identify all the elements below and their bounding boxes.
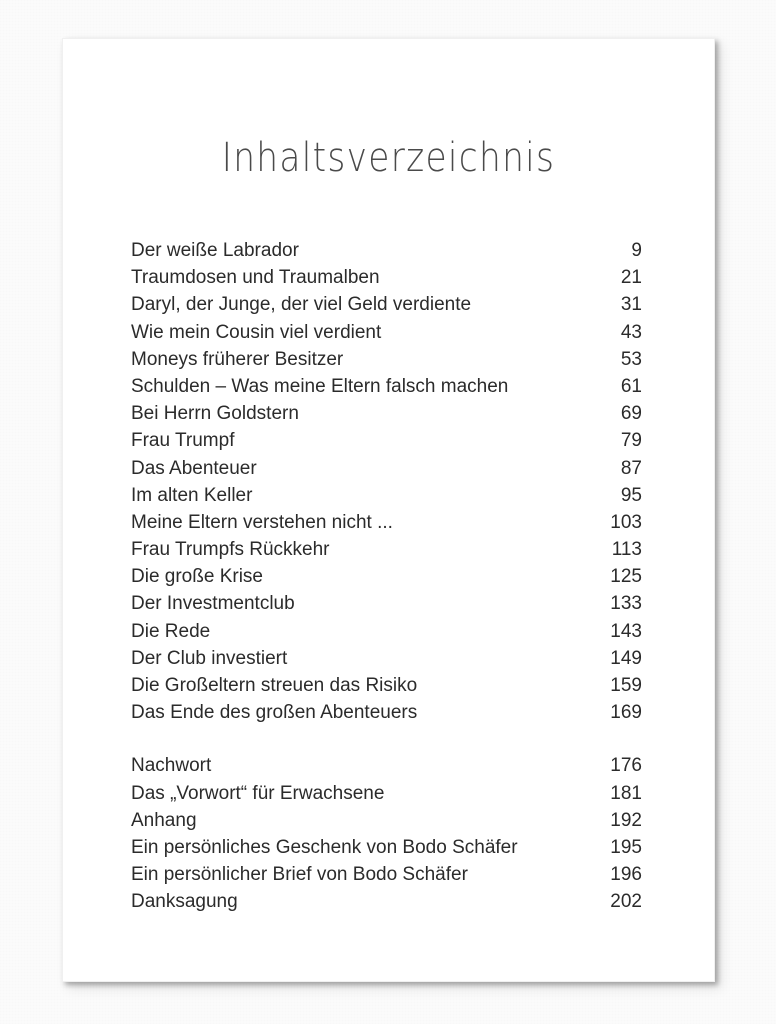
toc-entry-label: Wie mein Cousin viel verdient (131, 321, 382, 343)
toc-entry-label: Der Investmentclub (131, 593, 295, 615)
toc-entry-page-number: 31 (620, 294, 642, 316)
toc-entry-label: Die große Krise (131, 566, 263, 588)
toc-entry[interactable] (131, 834, 642, 861)
toc-entry-label: Moneys früherer Besitzer (131, 348, 344, 370)
toc-entry[interactable] (131, 346, 642, 373)
toc-entry-page-number: 149 (610, 647, 642, 669)
toc-entry-page-number: 113 (611, 539, 642, 561)
toc-entry-page-number: 61 (620, 375, 642, 397)
toc-entry-page-number: 53 (620, 348, 642, 370)
toc-entry-page-number: 143 (610, 620, 642, 642)
toc-entry-page-number: 169 (610, 702, 642, 724)
toc-entry-page-number: 9 (631, 240, 642, 261)
toc-entry-label: Daryl, der Junge, der viel Geld verdiente (131, 294, 472, 316)
table-of-contents (131, 237, 642, 916)
toc-entry-page-number: 159 (610, 675, 642, 696)
toc-entry[interactable] (131, 373, 642, 400)
toc-entry-label: Frau Trumpf (131, 430, 235, 452)
toc-entry-label: Schulden – Was meine Eltern falsch machen (131, 375, 509, 397)
toc-entry-label: Der weiße Labrador (131, 240, 299, 261)
toc-entry-label: Das „Vorwort“ für Erwachsene (131, 782, 385, 804)
toc-entry-label: Frau Trumpfs Rückkehr (131, 539, 330, 561)
toc-entry-page-number: 125 (610, 566, 642, 588)
toc-entry-page-number: 195 (610, 836, 642, 858)
toc-entry-page-number: 176 (610, 755, 642, 777)
book-page (62, 38, 715, 982)
toc-entry-label: Das Abenteuer (131, 457, 257, 479)
toc-entry-label: Ein persönlicher Brief von Bodo Schäfer (131, 864, 468, 886)
toc-entry[interactable] (131, 645, 642, 672)
toc-entry-label: Anhang (131, 809, 197, 831)
toc-entry-label: Nachwort (131, 755, 212, 777)
toc-entry[interactable] (131, 807, 642, 834)
toc-entry-page-number: 21 (620, 267, 642, 289)
toc-entry-label: Im alten Keller (131, 484, 253, 506)
toc-entry-label: Bei Herrn Goldstern (131, 403, 299, 425)
toc-entry-page-number: 69 (620, 403, 642, 425)
toc-entry-page-number: 87 (620, 457, 642, 479)
toc-entry-page-number: 202 (610, 891, 642, 913)
toc-entry-page-number: 181 (610, 782, 642, 804)
toc-entry-label: Die Rede (131, 620, 211, 642)
toc-entry-label: Ein persönliches Geschenk von Bodo Schäfer (131, 836, 518, 858)
toc-entry-label: Die Großeltern streuen das Risiko (131, 675, 418, 696)
toc-entry[interactable] (131, 888, 642, 915)
toc-entry[interactable] (131, 536, 642, 563)
chapter-list (131, 237, 642, 726)
toc-entry-page-number: 196 (610, 864, 642, 886)
toc-entry[interactable] (131, 319, 642, 346)
toc-entry[interactable] (131, 427, 642, 454)
back-matter-list (131, 752, 642, 915)
toc-entry[interactable] (131, 291, 642, 318)
toc-entry[interactable] (131, 563, 642, 590)
toc-entry-page-number: 79 (620, 430, 642, 452)
toc-entry-page-number: 133 (610, 593, 642, 615)
toc-entry-page-number: 43 (620, 321, 642, 343)
toc-entry-label: Meine Eltern verstehen nicht ... (131, 511, 393, 533)
toc-entry[interactable] (131, 672, 642, 699)
toc-entry-page-number: 192 (610, 809, 642, 831)
toc-entry-label: Das Ende des großen Abenteuers (131, 702, 418, 724)
toc-entry[interactable] (131, 590, 642, 617)
toc-entry-page-number: 103 (610, 511, 642, 533)
section-separator (131, 726, 642, 752)
toc-entry[interactable] (131, 237, 642, 264)
toc-entry[interactable] (131, 752, 642, 779)
toc-entry[interactable] (131, 699, 642, 726)
toc-entry[interactable] (131, 400, 642, 427)
toc-entry-label: Der Club investiert (131, 647, 288, 669)
toc-entry[interactable] (131, 455, 642, 482)
toc-entry[interactable] (131, 264, 642, 291)
toc-entry-label: Traumdosen und Traumalben (131, 267, 380, 289)
toc-entry-label: Danksagung (131, 891, 238, 913)
toc-entry[interactable] (131, 618, 642, 645)
toc-entry[interactable] (131, 482, 642, 509)
page-title: Inhaltsverzeichnis (221, 135, 556, 181)
toc-entry[interactable] (131, 509, 642, 536)
toc-entry[interactable] (131, 861, 642, 888)
toc-entry[interactable] (131, 780, 642, 807)
toc-entry-page-number: 95 (620, 484, 642, 506)
